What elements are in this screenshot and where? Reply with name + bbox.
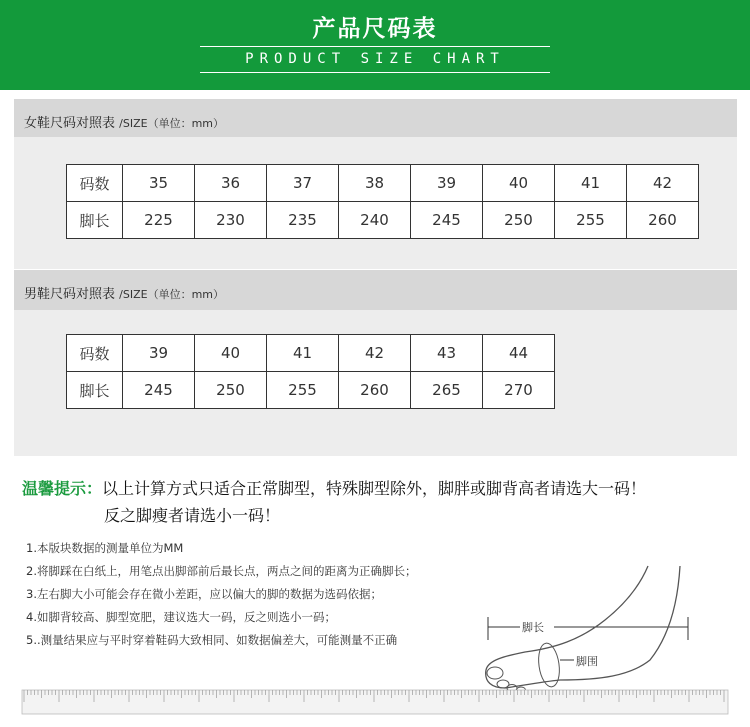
girth-label: 脚围: [576, 655, 598, 668]
length-cell: 240: [339, 202, 411, 239]
women-size-table: [66, 164, 699, 239]
ruler-ticks: [24, 690, 724, 702]
size-cell: 38: [339, 165, 411, 202]
notice-line-1: [22, 476, 646, 501]
length-cell: 250: [483, 202, 555, 239]
size-cell: 41: [555, 165, 627, 202]
size-cell: 42: [339, 335, 411, 372]
table-row: [67, 335, 555, 372]
row-label: 码数: [67, 335, 123, 372]
title-divider-bottom: [200, 72, 550, 73]
table-row: [67, 202, 699, 239]
table-row: [67, 165, 699, 202]
length-cell: 225: [123, 202, 195, 239]
header-banner: [0, 0, 750, 90]
notice-text-1: 以上计算方式只适合正常脚型，特殊脚型除外，脚胖或脚背高者请选大一码！: [102, 479, 647, 498]
tip-item: 4.如脚背较高、脚型宽肥，建议选大一码，反之则选小一码；: [26, 610, 336, 624]
length-cell: 255: [267, 372, 339, 409]
page-title: 产品尺码表: [312, 16, 438, 42]
length-cell: 245: [123, 372, 195, 409]
women-title-text: 女鞋尺码对照表: [24, 116, 116, 131]
women-unit-note: /SIZE（单位：mm）: [119, 117, 225, 130]
women-section-bar: [14, 99, 737, 137]
title-divider-top: [200, 46, 550, 47]
row-label: 脚长: [67, 372, 123, 409]
warm-notice: [22, 476, 647, 525]
tip-item: 3.左右脚大小可能会存在微小差距，应以偏大的脚的数据为选码依据；: [26, 587, 382, 601]
length-cell: 270: [483, 372, 555, 409]
row-label: 码数: [67, 165, 123, 202]
length-cell: 245: [411, 202, 483, 239]
ruler: [22, 690, 728, 714]
size-cell: 40: [195, 335, 267, 372]
length-cell: 265: [411, 372, 483, 409]
size-cell: 39: [411, 165, 483, 202]
girth-loop: [536, 642, 562, 688]
toe-shape: [497, 680, 509, 688]
size-cell: 41: [267, 335, 339, 372]
length-cell: 235: [267, 202, 339, 239]
toe-shape: [487, 667, 503, 679]
length-label: 脚长: [522, 621, 544, 634]
page-subtitle: PRODUCT SIZE CHART: [245, 51, 505, 67]
size-cell: 42: [627, 165, 699, 202]
men-section-title: [24, 283, 224, 302]
men-section-bar: [14, 270, 737, 310]
measuring-tips: [26, 540, 416, 655]
length-cell: 230: [195, 202, 267, 239]
notice-label: 温馨提示：: [22, 479, 103, 498]
tip-item: 2.将脚踩在白纸上，用笔点出脚部前后最长点，两点之间的距离为正确脚长；: [26, 564, 417, 578]
length-cell: 255: [555, 202, 627, 239]
size-cell: 35: [123, 165, 195, 202]
toe-shape: [517, 687, 526, 693]
women-section-title: [24, 112, 224, 131]
notice-line-2: 反之脚瘦者请选小一码！: [104, 506, 281, 525]
length-cell: 250: [195, 372, 267, 409]
tip-item: 1.本版块数据的测量单位为MM: [26, 541, 184, 555]
size-cell: 36: [195, 165, 267, 202]
toe-shape: [507, 685, 517, 692]
tip-item: 5..测量结果应与平时穿着鞋码大致相同、如数据偏差大，可能测量不正确: [26, 633, 398, 647]
men-unit-note: /SIZE（单位：mm）: [119, 288, 225, 301]
size-cell: 43: [411, 335, 483, 372]
length-cell: 260: [339, 372, 411, 409]
length-cell: 260: [627, 202, 699, 239]
row-label: 脚长: [67, 202, 123, 239]
foot-outline: [486, 566, 680, 688]
size-cell: 39: [123, 335, 195, 372]
men-size-table: [66, 334, 555, 409]
table-row: [67, 372, 555, 409]
size-cell: 40: [483, 165, 555, 202]
size-cell: 44: [483, 335, 555, 372]
men-title-text: 男鞋尺码对照表: [24, 287, 116, 302]
size-cell: 37: [267, 165, 339, 202]
